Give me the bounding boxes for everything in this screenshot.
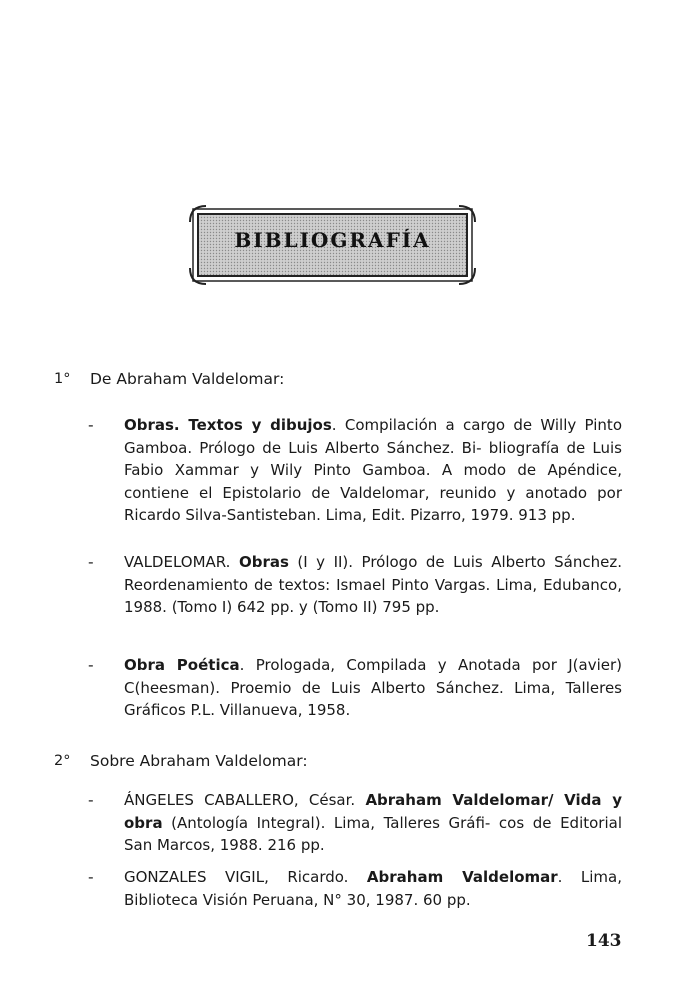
bibliography-entry — [124, 654, 622, 722]
entry-title: Abraham Valdelomar/ Vida y obra — [124, 791, 622, 832]
bibliography-entry — [124, 789, 622, 857]
entry-author: VALDELOMAR. — [124, 553, 239, 571]
entry-text: . Compilación a cargo de Willy Pinto Gamboa. Prólogo de Luis Alberto Sánchez. Bi- bliografía de Luis Fabio Xammar y Wily Pinto Gamboa. A modo de Apéndice, contiene el Epistolario de Valdelomar, reunido y anotado por Ricardo Silva-Santisteban. Lima, Edit. Pizarro, 1979. 913 pp. — [124, 416, 622, 524]
bullet-dash: - — [88, 791, 94, 809]
section-number: 2° — [54, 753, 71, 769]
entry-text: . Lima, Biblioteca Visión Peruana, N° 30, 1987. 60 pp. — [124, 868, 622, 909]
bullet-dash: - — [88, 868, 94, 886]
entry-title: Obras — [238, 553, 289, 571]
entry-title: Abraham Valdelomar — [366, 868, 558, 886]
section-title: Sobre Abraham Valdelomar: — [90, 752, 308, 770]
page-number: 143 — [586, 931, 622, 951]
bibliography-entry — [124, 866, 622, 911]
bibliography-title: BIBLIOGRAFÍA — [234, 228, 431, 252]
entry-text: (Antología Integral). Lima, Talleres Gráfi- cos de Editorial San Marcos, 1988. 216 pp. — [124, 813, 622, 854]
entry-title: Obras. Textos y dibujos — [124, 416, 332, 434]
entry-title: Obra Poética — [124, 656, 240, 674]
entry-author: ÁNGELES CABALLERO, César. — [124, 791, 366, 809]
entry-author: GONZALES VIGIL, Ricardo. — [124, 868, 367, 886]
bullet-dash: - — [88, 656, 94, 674]
entry-text: (I y II). Prólogo de Luis Alberto Sánchez. Reordenamiento de textos: Ismael Pinto Vargas. Lima, Edubanco, 1988. (Tomo I) 642 pp. y (Tomo II) 795 pp. — [124, 553, 622, 616]
bullet-dash: - — [88, 416, 94, 434]
entry-text: . Prologada, Compilada y Anotada por J(avier) C(heesman). Proemio de Luis Alberto Sánchez. Lima, Talleres Gráficos P.L. Villanueva, 1958. — [124, 656, 622, 719]
bibliography-entry — [124, 551, 622, 619]
section-number: 1° — [54, 371, 71, 387]
bibliography-entry — [124, 414, 622, 527]
bullet-dash: - — [88, 553, 94, 571]
bibliography-banner — [188, 204, 477, 286]
section-title: De Abraham Valdelomar: — [90, 370, 285, 388]
